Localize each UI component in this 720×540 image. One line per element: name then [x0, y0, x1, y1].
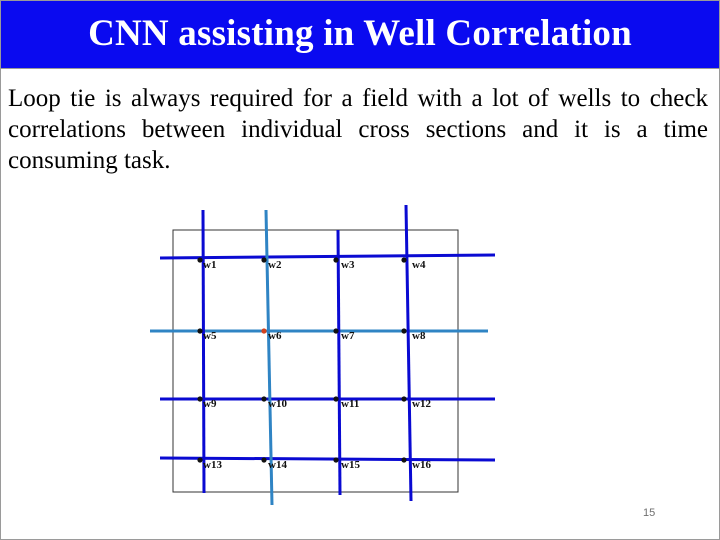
- well-marker-w12: [401, 396, 406, 401]
- well-label-w11: w11: [341, 398, 360, 410]
- well-label-w12: w12: [412, 398, 431, 410]
- well-label-w1: w1: [203, 259, 217, 271]
- well-marker-w1: [197, 257, 202, 262]
- well-label-w8: w8: [412, 330, 426, 342]
- cross-section-line-col-3: [338, 230, 340, 495]
- title-bar: [1, 1, 719, 68]
- well-label-w5: w5: [203, 330, 217, 342]
- slide-title: CNN assisting in Well Correlation: [88, 13, 632, 54]
- well-marker-w16: [401, 457, 406, 462]
- wells-layer: [197, 257, 431, 471]
- well-label-w16: w16: [412, 459, 431, 471]
- page-number: 15: [643, 507, 656, 519]
- well-label-w15: w15: [341, 459, 360, 471]
- well-marker-w15: [333, 457, 338, 462]
- well-correlation-grid-figure: [150, 205, 495, 505]
- well-label-w9: w9: [203, 398, 217, 410]
- cross-section-line-row-1: [160, 255, 495, 258]
- well-marker-w10: [261, 396, 266, 401]
- well-marker-w2: [261, 257, 266, 262]
- well-label-w4: w4: [412, 259, 426, 271]
- title-divider: [0, 68, 720, 69]
- well-label-w10: w10: [268, 398, 287, 410]
- well-marker-w6: [261, 328, 266, 333]
- well-marker-w14: [261, 457, 266, 462]
- well-marker-w11: [333, 396, 338, 401]
- well-label-w14: w14: [268, 459, 287, 471]
- cross-section-line-col-1: [203, 210, 204, 493]
- well-label-w13: w13: [203, 459, 222, 471]
- well-marker-w3: [333, 257, 338, 262]
- body-paragraph: Loop tie is always required for a field with a lot of wells to check correlations between individual cross sections and it is a time consuming task.: [8, 85, 708, 174]
- well-marker-w9: [197, 396, 202, 401]
- well-marker-w4: [401, 257, 406, 262]
- well-marker-w5: [197, 328, 202, 333]
- well-marker-w8: [401, 328, 406, 333]
- well-label-w2: w2: [268, 259, 282, 271]
- well-label-w3: w3: [341, 259, 355, 271]
- well-label-w6: w6: [268, 330, 282, 342]
- well-marker-w7: [333, 328, 338, 333]
- well-marker-w13: [197, 457, 202, 462]
- cross-section-line-col-4: [406, 205, 411, 501]
- well-label-w7: w7: [341, 330, 355, 342]
